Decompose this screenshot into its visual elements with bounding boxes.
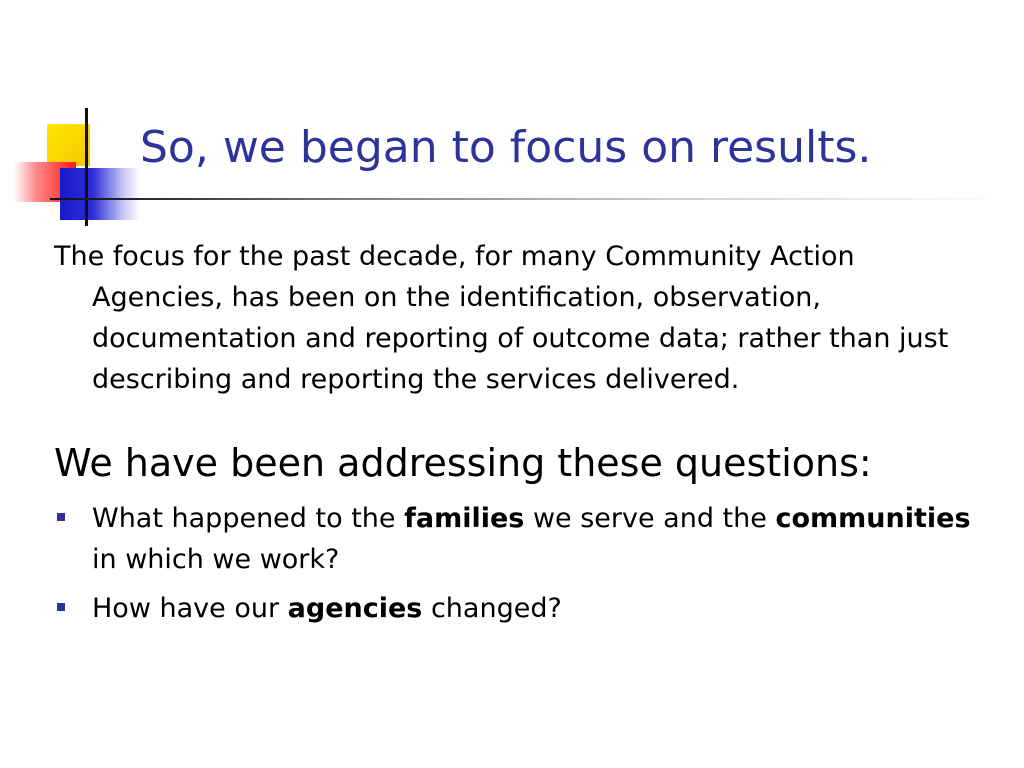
vertical-rule: [85, 108, 88, 226]
text-run: changed?: [422, 593, 562, 624]
text-run: What happened to the: [92, 503, 405, 534]
text-run: we serve and the: [524, 503, 776, 534]
slide-title: So, we began to focus on results.: [140, 122, 872, 173]
questions-heading: We have been addressing these questions:: [54, 441, 872, 485]
emphasis-agencies: agencies: [287, 593, 423, 624]
blue-square: [60, 168, 140, 220]
list-item: [54, 588, 984, 629]
bullet-text: [92, 593, 562, 624]
yellow-square: [47, 124, 90, 166]
questions-list: [54, 498, 984, 629]
title-underline: [50, 198, 1010, 200]
emphasis-communities: communities: [775, 503, 971, 534]
slide-body: [54, 236, 984, 637]
text-run: in which we work?: [92, 544, 340, 575]
list-item: [54, 498, 984, 580]
bullet-square-icon: [57, 603, 65, 611]
bullet-text: [92, 503, 971, 575]
intro-paragraph: The focus for the past decade, for many Community Action Agencies, has been on the identification, observation, documentation and reporting of outcome data; rather than just describing and reporting the services delivered.: [54, 241, 949, 395]
emphasis-families: families: [404, 503, 525, 534]
decorative-logo: [0, 0, 160, 240]
text-run: How have our: [92, 593, 288, 624]
bullet-square-icon: [57, 513, 65, 521]
